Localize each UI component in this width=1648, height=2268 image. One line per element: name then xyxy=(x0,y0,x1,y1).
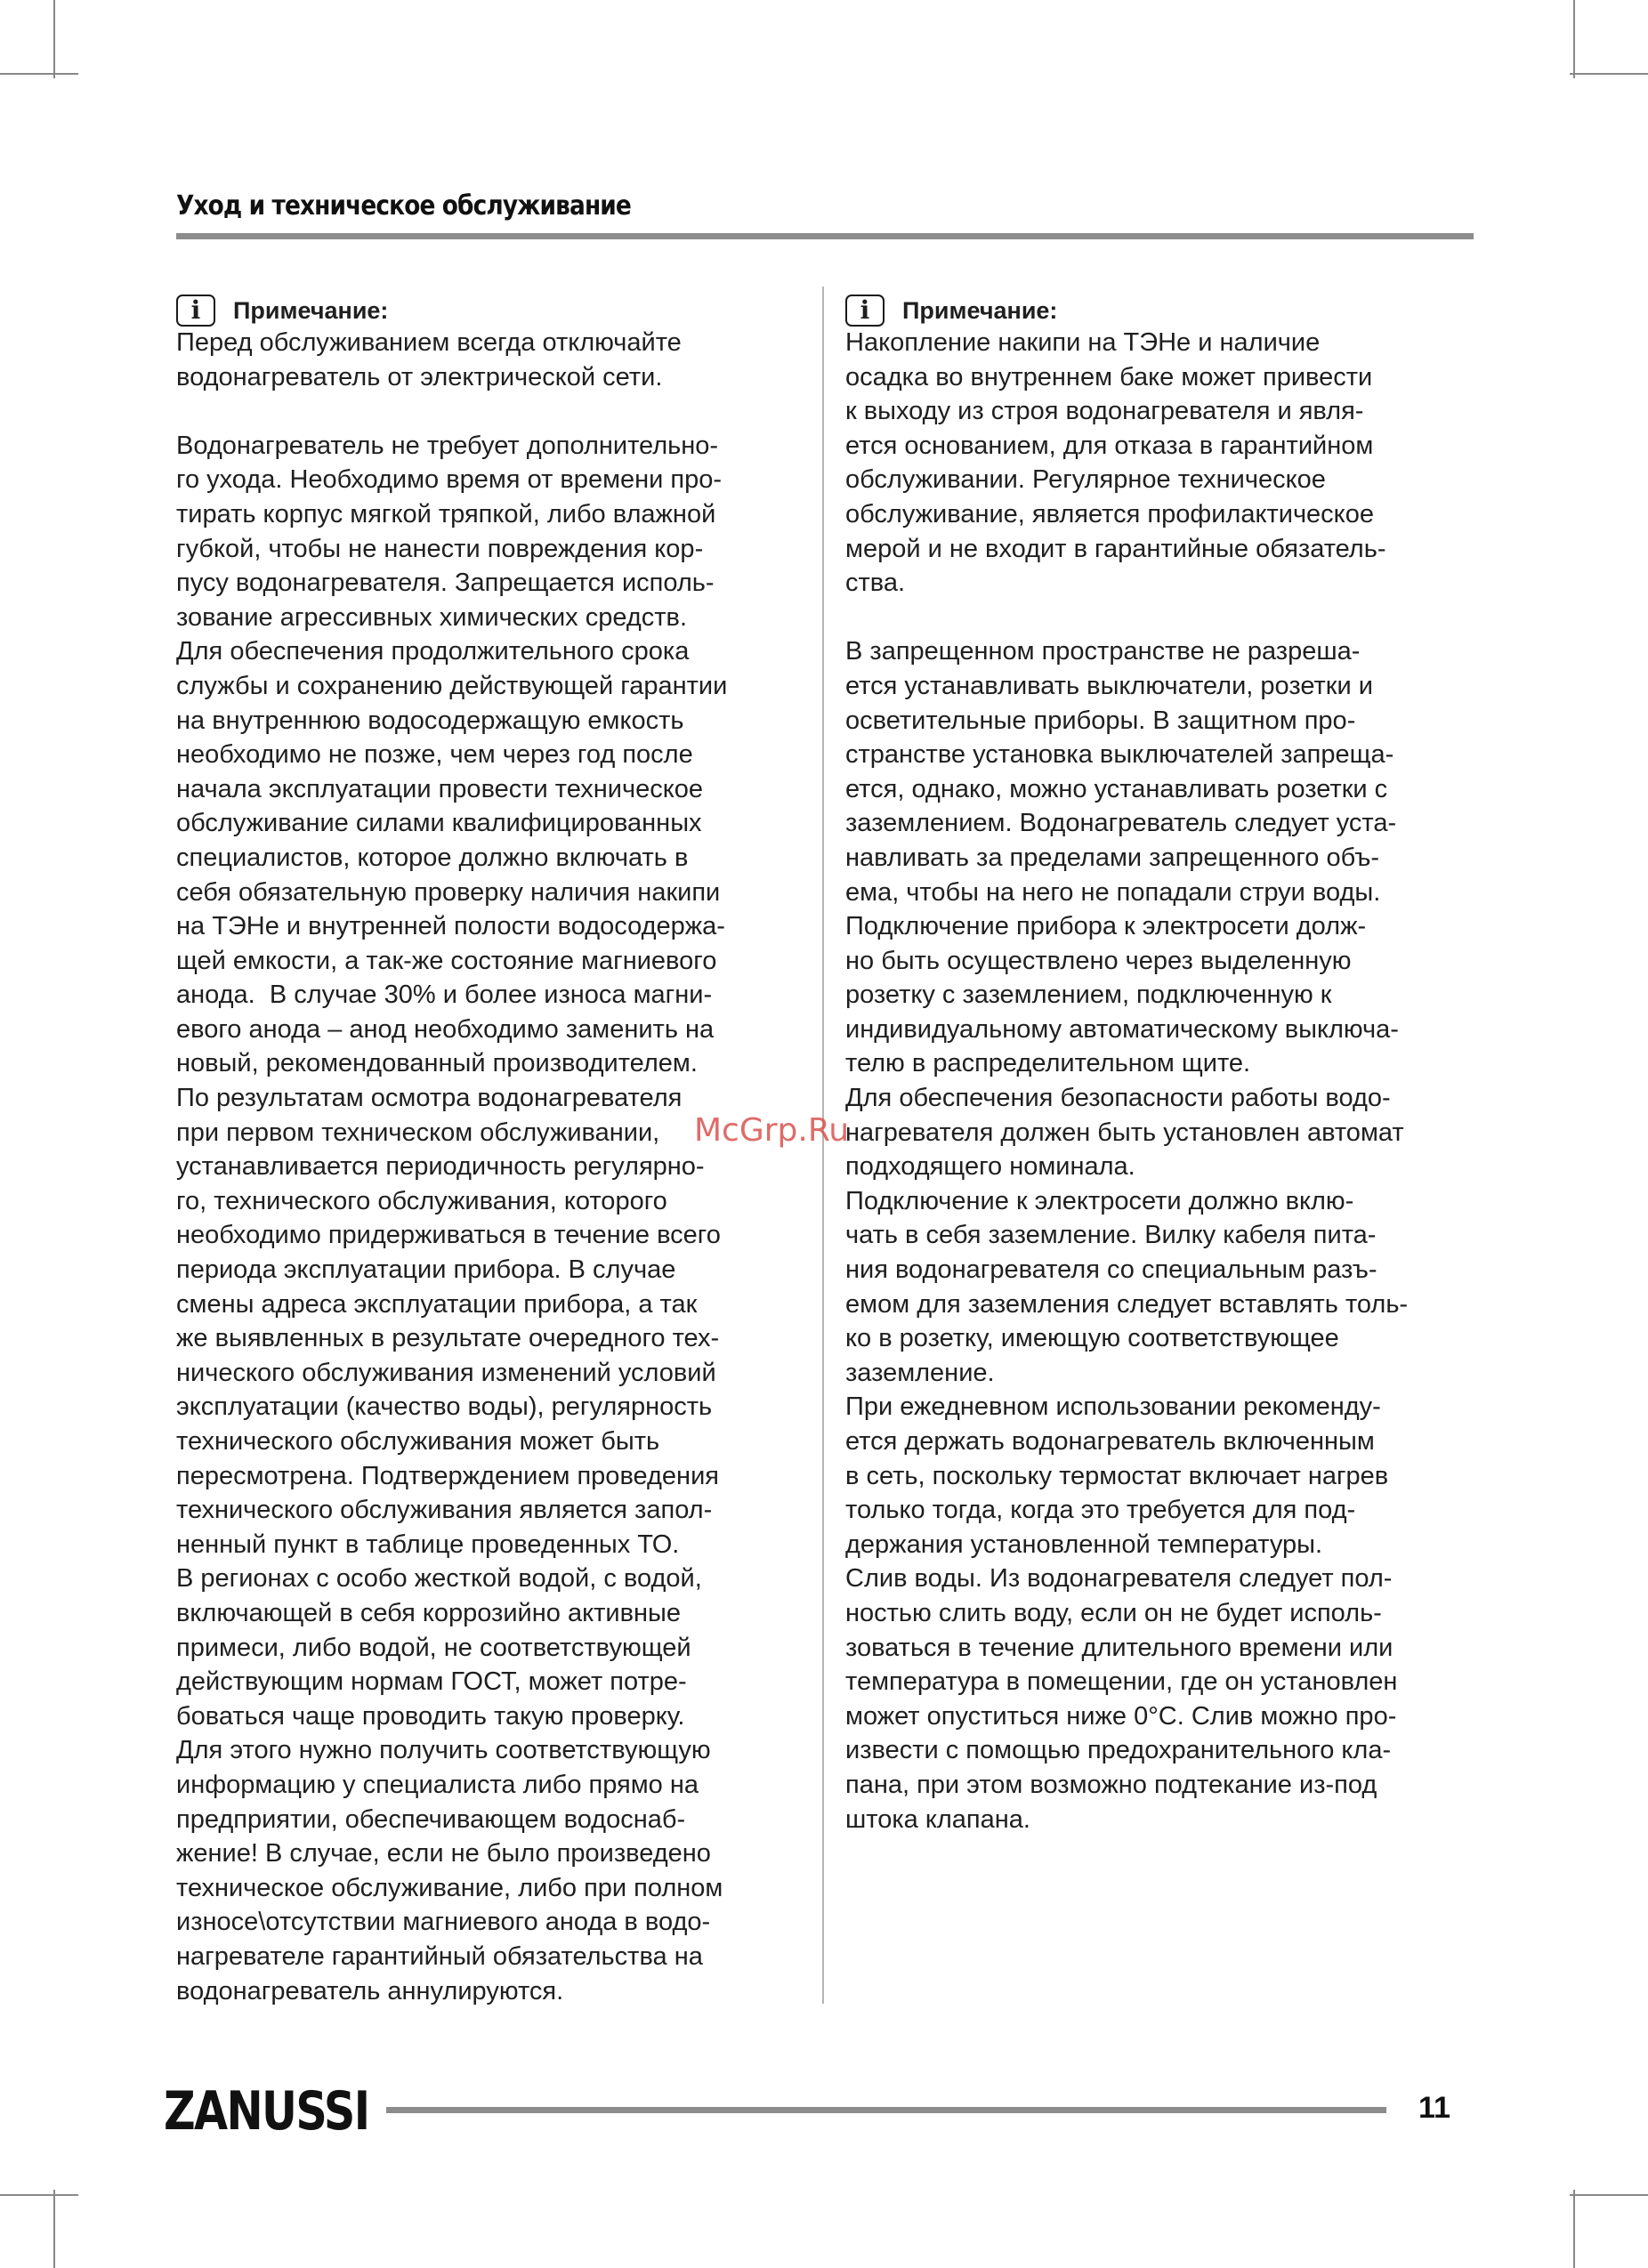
right-column-text: Накопление накипи на ТЭНе и наличие осадка во внутреннем баке может привести к выходу из строя водонагревателя и явля- ется основанием, для отказа в гарантийном обслуживании. Регулярное техническое обслуживание, является профилактическое мерой и не входит в гарантийные обязатель- ства. В запрещенном пространстве не разреша- ется устанавливать выключатели, розетки и осветительные приборы. В защитном про- странстве установка выключателей запреща- ется, однако, можно устанавливать розетки с заземлением. Водонагреватель следует уста- навливать за пределами запрещенного объ- ема, чтобы на него не попадали струи воды. Подключение прибора к электросети долж- но быть осуществлено через выделенную розетку с заземлением, подключенную к индивидуальному автоматическому выключа- телю в распределительном щите. Для обеспечения безопасности работы водо- нагревателя должен быть установлен автомат подходящего номинала. Подключение к электросети должно вклю- чать в себя заземление. Вилку кабеля пита- ния водонагревателя со специальным разъ- емом для заземления следует вставлять толь- ко в розетку, имеющую соответствующее заземление. При ежедневном использовании рекоменду- ется держать водонагреватель включенным в сеть, поскольку термостат включает нагрев только тогда, когда это требуется для под- держания установленной температуры. Слив воды. Из водонагревателя следует пол- ностью слить воду, если он не будет исполь- зоваться в течение длительного времени или температура в помещении, где он установлен может опуститься ниже 0°С. Слив можно про- извести с помощью предохранительного кла- пана, при этом возможно подтекание из-под штока клапана. xyxy=(845,328,1409,1834)
note-label: Примечание: xyxy=(233,296,389,324)
crop-mark xyxy=(0,73,78,75)
crop-mark xyxy=(0,2194,78,2196)
crop-mark xyxy=(1573,0,1575,78)
info-icon: i xyxy=(845,295,885,327)
note-label: Примечание: xyxy=(902,296,1058,324)
brand-logo: ZANUSSI xyxy=(164,2080,369,2143)
crop-mark xyxy=(1570,73,1648,75)
section-title: Уход и техническое обслуживание xyxy=(176,190,631,222)
title-divider xyxy=(176,233,1474,239)
note-header xyxy=(176,292,819,329)
crop-mark xyxy=(1573,2190,1575,2268)
watermark: McGrp.Ru xyxy=(694,1112,850,1149)
crop-mark xyxy=(53,0,55,78)
note-header xyxy=(845,292,1488,329)
footer-divider xyxy=(386,2107,1386,2113)
crop-mark xyxy=(53,2190,55,2268)
crop-mark xyxy=(1570,2194,1648,2196)
left-column-text: Перед обслуживанием всегда отключайте водонагреватель от электрической сети. Водонагреватель не требует дополнительно- го ухода. Необходимо время от времени про- тирать корпус мягкой тряпкой, либо влажной губкой, чтобы не нанести повреждения кор- пусу водонагревателя. Запрещается исполь- зование агрессивных химических средств. Для обеспечения продолжительного срока службы и сохранению действующей гарантии на внутреннюю водосодержащую емкость необходимо не позже, чем через год после начала эксплуатации провести техническое обслуживание силами квалифицированных специалистов, которое должно включать в себя обязательную проверку наличия накипи на ТЭНе и внутренней полости водосодержа- щей емкости, а так-же состояние магниевого анода. В случае 30% и более износа магни- евого анода – анод необходимо заменить на новый, рекомендованный производителем. По результатам осмотра водонагревателя при первом техническом обслуживании, устанавливается периодичность регулярно- го, технического обслуживания, которого необходимо придерживаться в течение всего периода эксплуатации прибора. В случае смены адреса эксплуатации прибора, а так же выявленных в результате очередного тех- нического обслуживания изменений условий эксплуатации (качество воды), регулярность технического обслуживания может быть пересмотрена. Подтверждением проведения технического обслуживания является запол- ненный пункт в таблице проведенных ТО. В регионах с особо жесткой водой, с водой, включающей в себя коррозийно активные примеси, либо водой, не соответствующей действующим нормам ГОСТ, может потре- боваться чаще проводить такую проверку. Для этого нужно получить соответствующую информацию у специалиста либо прямо на предприятии, обеспечивающем водоснаб- жение! В случае, если не было произведено техническое обслуживание, либо при полном износе\отсутствии магниевого анода в водо- нагревателе гарантийный обязательства на водонагреватель аннулируются. xyxy=(176,328,728,2006)
right-column xyxy=(845,292,1488,1836)
left-column xyxy=(176,292,819,2008)
info-icon: i xyxy=(176,295,215,327)
page-number: 11 xyxy=(1418,2091,1450,2125)
